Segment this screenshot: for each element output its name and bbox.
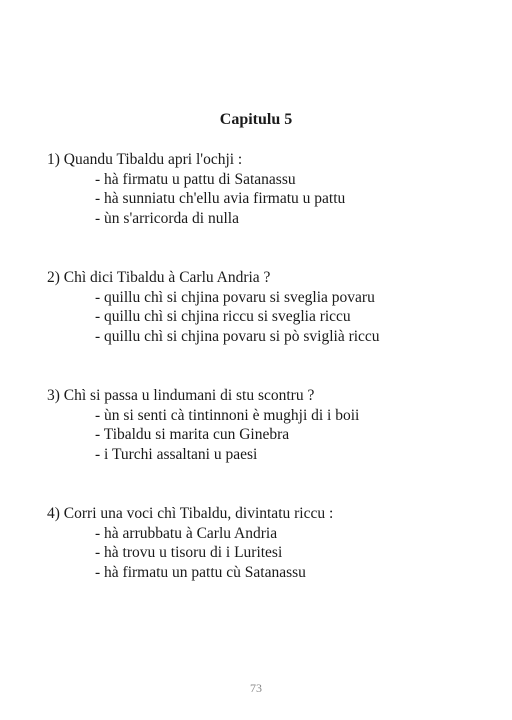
answer-option: - hà trovu u tisoru di i Luritesi [47, 543, 487, 563]
question-2 [47, 268, 487, 346]
question-4 [47, 504, 487, 582]
question-text: 4) Corri una voci chì Tibaldu, divintatu riccu : [47, 505, 334, 522]
answer-list [47, 288, 487, 347]
question-text: 2) Chì dici Tibaldu à Carlu Andria ? [47, 269, 271, 286]
page-number: 73 [250, 681, 262, 695]
answer-option: - quillu chì si chjina riccu si sveglia riccu [47, 307, 487, 327]
answer-list [47, 524, 487, 583]
chapter-title: Capitulu 5 [219, 111, 293, 128]
question-3 [47, 386, 487, 464]
answer-option: - hà firmatu u pattu di Satanassu [47, 170, 487, 190]
question-list [47, 150, 487, 622]
question-text: 1) Quandu Tibaldu apri l'ochji : [47, 151, 243, 168]
answer-option: - i Turchi assaltani u paesi [47, 445, 487, 465]
question-1 [47, 150, 487, 228]
answer-option: - ùn s'arricorda di nulla [47, 209, 487, 229]
answer-option: - quillu chì si chjina povaru si pò sviglià riccu [47, 327, 487, 347]
answer-option: - quillu chì si chjina povaru si sveglia povaru [47, 288, 487, 308]
answer-option: - Tibaldu si marita cun Ginebra [47, 425, 487, 445]
answer-option: - ùn si senti cà tintinnoni è mughji di i boii [47, 406, 487, 426]
answer-list [47, 406, 487, 465]
answer-option: - hà arrubbatu à Carlu Andria [47, 524, 487, 544]
answer-list [47, 170, 487, 229]
answer-option: - hà sunniatu ch'ellu avia firmatu u pattu [47, 189, 487, 209]
question-text: 3) Chì si passa u lindumani di stu scontru ? [47, 387, 315, 404]
answer-option: - hà firmatu un pattu cù Satanassu [47, 563, 487, 583]
